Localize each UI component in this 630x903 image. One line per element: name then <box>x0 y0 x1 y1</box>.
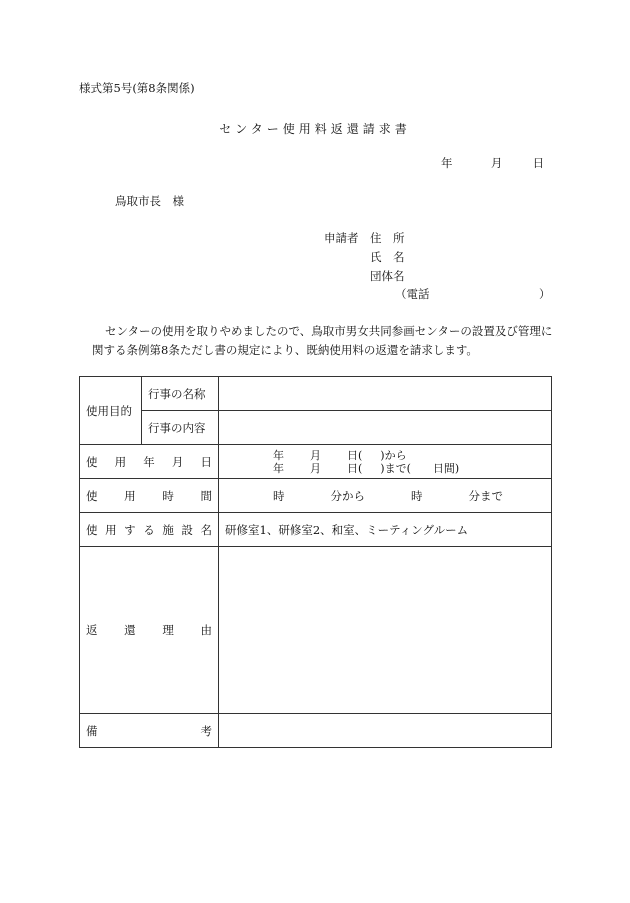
facility-value[interactable]: 研修室1、研修室2、和室、ミーティングルーム <box>219 513 552 547</box>
event-content-field[interactable] <box>219 411 552 445</box>
event-content-label: 行事の内容 <box>142 411 219 445</box>
name-label: 氏 名 <box>370 250 405 264</box>
addressee: 鳥取市長 様 <box>115 194 184 208</box>
event-name-field[interactable] <box>219 377 552 411</box>
purpose-label: 使用目的 <box>80 377 142 445</box>
request-statement: センターの使用を取りやめましたので、鳥取市男女共同参画センターの設置及び管理に関する条例第8条ただし書の規定により、既納使用料の返還を請求します。 <box>92 324 553 357</box>
phone-label: （電話 <box>395 287 430 301</box>
date-year: 年 <box>441 156 453 170</box>
submission-date <box>441 155 544 171</box>
remarks-label: 備 考 <box>80 714 219 748</box>
date-month: 月 <box>490 156 503 170</box>
remarks-field[interactable] <box>219 714 552 748</box>
date-to-line: 年 月 日( )まで( 日間) <box>273 461 460 475</box>
applicant-label: 申請者 <box>324 231 359 245</box>
return-reason-label: 返 還 理 由 <box>80 547 219 714</box>
phone-close-paren: ） <box>539 287 551 301</box>
document-title: センター使用料返還請求書 <box>219 122 411 136</box>
usage-time-field[interactable]: 時 分から 時 分まで <box>219 479 552 513</box>
date-from-line: 年 月 日( )から <box>273 448 407 462</box>
form-number: 様式第5号(第8条関係) <box>79 81 195 95</box>
return-reason-field[interactable] <box>219 547 552 714</box>
usage-time-label: 使 用 時 間 <box>80 479 219 513</box>
event-name-label: 行事の名称 <box>142 377 219 411</box>
facility-label: 使 用 す る 施 設 名 <box>80 513 219 547</box>
date-day: 日 <box>532 156 545 170</box>
organization-label: 団体名 <box>370 269 405 283</box>
usage-date-field[interactable] <box>219 445 552 479</box>
usage-date-label: 使 用 年 月 日 <box>80 445 219 479</box>
application-table <box>79 376 552 748</box>
address-label: 住 所 <box>370 231 405 245</box>
